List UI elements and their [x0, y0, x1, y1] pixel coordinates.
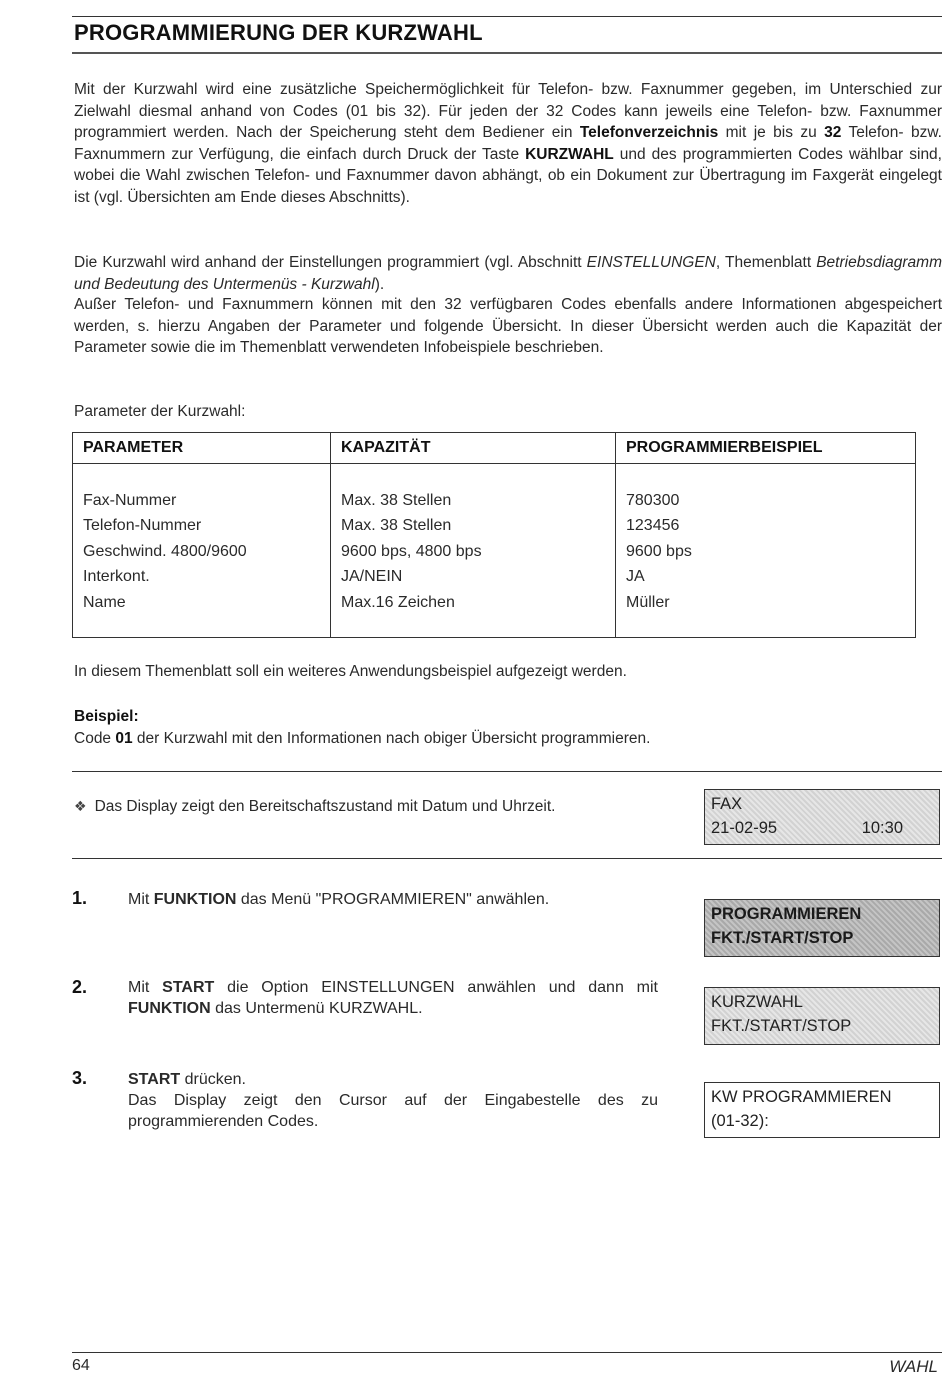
header-rule-bottom	[72, 52, 942, 54]
section-rule	[72, 771, 942, 772]
lcd-display-kw-programmieren	[704, 1082, 940, 1138]
table-body-row	[73, 464, 916, 638]
table-cell: Telefon-Nummer	[83, 517, 202, 535]
step-number: 1.	[72, 888, 88, 908]
lcd-date: 21-02-95	[711, 819, 778, 837]
example-column	[616, 464, 916, 638]
diamond-bullet-icon: ❖	[74, 798, 87, 814]
lcd-line1: FAX	[711, 795, 743, 813]
capacity-column	[331, 464, 616, 638]
table-cell: 780300	[626, 492, 680, 509]
settings-reference-paragraph: Die Kurzwahl wird anhand der Einstellungen programmiert (vgl. Abschnitt EINSTELLUNGEN, Themenblatt Betriebsdiagramm und Bedeutung des Untermenüs - Kurzwahl).	[74, 254, 942, 293]
lcd-line2: FKT./START/STOP	[711, 1017, 852, 1035]
step-text: Mit START die Option EINSTELLUNGEN anwählen und dann mit FUNKTION das Untermenü KURZWAHL.	[128, 979, 659, 1017]
table-cell: Max. 38 Stellen	[341, 517, 452, 535]
example-intro: In diesem Themenblatt soll ein weiteres Anwendungsbeispiel aufgezeigt werden.	[74, 663, 627, 680]
table-cell: Müller	[626, 593, 670, 611]
lcd-line1: PROGRAMMIEREN	[711, 905, 862, 923]
count-32: 32	[824, 124, 842, 142]
footer-rule	[72, 1352, 942, 1353]
lcd-line1: KURZWAHL	[711, 993, 803, 1011]
table-header-row	[73, 433, 916, 464]
section-name: WAHL	[889, 1357, 938, 1376]
lcd-time: 10:30	[861, 819, 903, 837]
steps-rule	[72, 858, 942, 859]
header-example: PROGRAMMIERBEISPIEL	[616, 433, 916, 464]
step-number: 2.	[72, 977, 88, 997]
table-cell: Geschwind. 4800/9600	[83, 542, 247, 560]
table-cell: JA/NEIN	[341, 568, 403, 586]
table-cell: Name	[83, 593, 126, 611]
lcd-display-kurzwahl	[704, 987, 940, 1045]
lcd-line1: KW PROGRAMMIEREN	[711, 1088, 892, 1106]
table-cell: 9600 bps	[626, 542, 692, 560]
header-rule-top	[72, 16, 942, 17]
step-text: START drücken. Das Display zeigt den Cursor auf der Eingabestelle des zu programmierenden Codes.	[128, 1071, 658, 1130]
kurzwahl-key-term: KURZWAHL	[525, 145, 614, 163]
lcd-line2: (01-32):	[711, 1112, 769, 1130]
table-cell: Interkont.	[83, 568, 150, 586]
header-parameter: PARAMETER	[73, 433, 331, 464]
table-cell: Fax-Nummer	[83, 492, 177, 509]
table-cell: 9600 bps, 4800 bps	[341, 542, 482, 560]
header-capacity: KAPAZITÄT	[331, 433, 616, 464]
step-text: Mit FUNKTION das Menü "PROGRAMMIEREN" anwählen.	[128, 891, 550, 908]
table-caption: Parameter der Kurzwahl:	[74, 403, 246, 420]
table-cell: 123456	[626, 517, 680, 535]
step-number: 3.	[72, 1068, 88, 1088]
page-number: 64	[72, 1357, 90, 1374]
intro-paragraph: Mit der Kurzwahl wird eine zusätzliche Speichermöglichkeit für Telefon- bzw. Faxnummer gegeben, im Unterschied zur Zielwahl diesmal anhand von Codes (01 bis 32). Für jeden der 32 Codes kann jeweils eine Telefon- bzw. Faxnummer programmiert werden. Nach der Speicherung steht dem Bediener ein Telefonverzeichnis mit je bis zu 32 Telefon- bzw. Faxnummern zur Verfügung, die einfach durch Druck der Taste KURZWAHL und des programmierten Codes wählbar sind, wobei die Wahl zwischen Telefon- und Faxnummer davon abhängt, ob ein Dokument zur Übertragung im Faxgerät eingelegt ist (vgl. Übersichten am Ende dieses Abschnitts).	[74, 81, 942, 206]
table-cell: Max.16 Zeichen	[341, 593, 455, 611]
table-cell: JA	[626, 568, 645, 586]
phonebook-term: Telefonverzeichnis	[579, 124, 719, 142]
page-title: PROGRAMMIERUNG DER KURZWAHL	[74, 20, 483, 45]
example-text: Code 01 der Kurzwahl mit den Informationen nach obiger Übersicht programmieren.	[74, 730, 651, 747]
standby-text: ❖ Das Display zeigt den Bereitschaftszustand mit Datum und Uhrzeit.	[74, 798, 556, 815]
lcd-display-programmieren	[704, 899, 940, 957]
parameter-column	[73, 464, 331, 638]
table-cell: Max. 38 Stellen	[341, 492, 452, 509]
lcd-line2: FKT./START/STOP	[711, 929, 854, 947]
capacity-paragraph: Außer Telefon- und Faxnummern können mit den 32 verfügbaren Codes ebenfalls andere Informationen abgespeichert werden, s. hierzu Angaben der Parameter und folgende Übersicht. In dieser Übersicht werden auch die Kapazität der Parameter sowie die im Themenblatt verwendeten Infobeispiele beschrieben.	[74, 296, 942, 357]
parameter-table	[72, 432, 916, 638]
lcd-display-standby	[704, 789, 940, 845]
example-heading: Beispiel:	[74, 708, 139, 725]
